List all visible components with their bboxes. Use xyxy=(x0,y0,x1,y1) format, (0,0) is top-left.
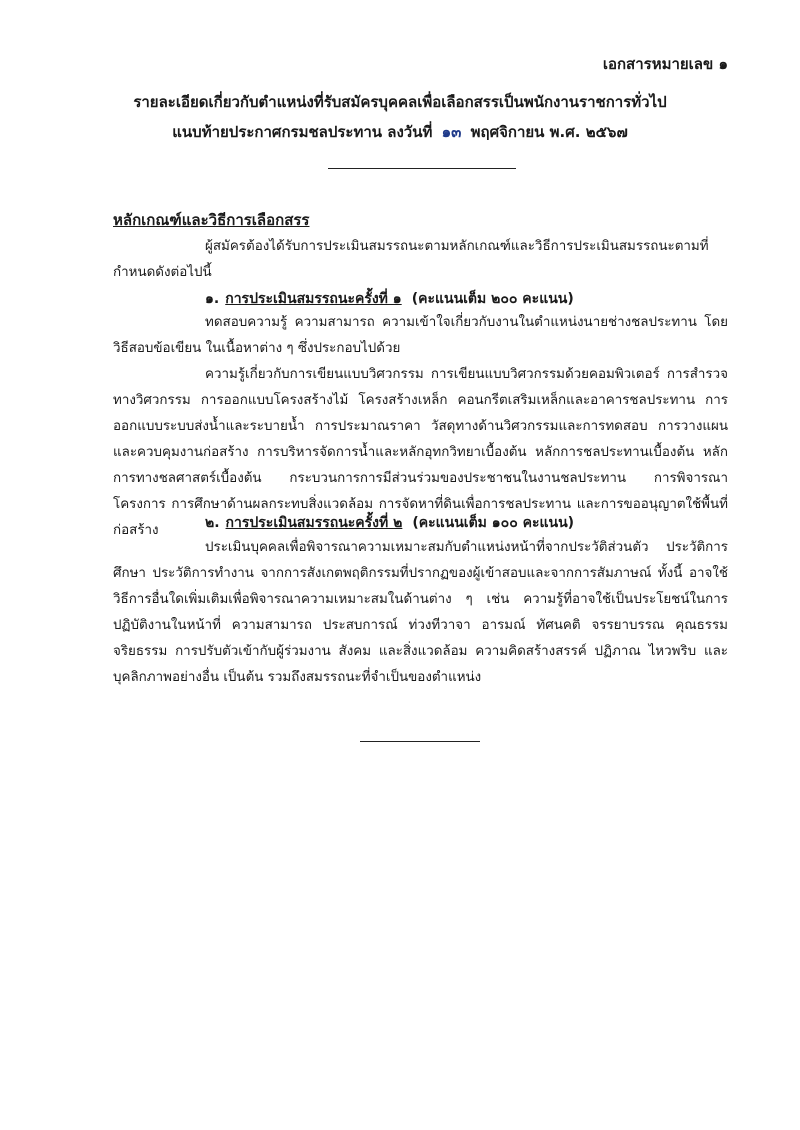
document-subtitle xyxy=(0,120,800,144)
announcement-prefix: แนบท้ายประกาศกรมชลประทาน ลงวันที่ xyxy=(172,123,433,141)
assessment-2-label: การประเมินสมรรถนะครั้งที่ ๒ xyxy=(225,515,403,531)
assessment-1-score: (คะแนนเต็ม ๒๐๐ คะแนน) xyxy=(411,291,574,307)
assessment-1-topics-paragraph: ความรู้เกี่ยวกับการเขียนแบบวิศวกรรม การเขียนแบบวิศวกรรมด้วยคอมพิวเตอร์ การสำรวจทางวิศวกรรม การออกแบบโครงสร้างไม้ โครงสร้างเหล็ก คอนกรีตเสริมเหล็กและอาคารชลประทาน การออกแบบระบบส่งน้ำและระบายน้ำ การประมาณราคา วัสดุทางด้านวิศวกรรมและการทดสอบ การวางแผนและควบคุมงานก่อสร้าง การบริหารจัดการน้ำและหลักอุทกวิทยาเบื้องต้น หลักการชลประทานเบื้องต้น หลักการทางชลศาสตร์เบื้องต้น กระบวนการการมีส่วนร่วมของประชาชนในงานชลประทาน การพิจารณาโครงการ การศึกษาด้านผลกระทบสิ่งแวดล้อม การจัดหาที่ดินเพื่อการชลประทาน และการขออนุญาตใช้พื้นที่ก่อสร้าง xyxy=(113,367,728,538)
assessment-2-paragraph: ประเมินบุคคลเพื่อพิจารณาความเหมาะสมกับตำแหน่งหน้าที่จากประวัติส่วนตัว ประวัติการศึกษา ประวัติการทำงาน จากการสังเกตพฤติกรรมที่ปรากฏของผู้เข้าสอบและจากการสัมภาษณ์ ทั้งนี้ อาจใช้วิธีการอื่นใดเพิ่มเติมเพื่อพิจารณาความเหมาะสมในด้านต่าง ๆ เช่น ความรู้ที่อาจใช้เป็นประโยชน์ในการปฏิบัติงานในหน้าที่ ความสามารถ ประสบการณ์ ท่วงทีวาจา อารมณ์ ทัศนคติ จรรยาบรรณ คุณธรรม จริยธรรม การปรับตัวเข้ากับผู้ร่วมงาน สังคม และสิ่งแวดล้อม ความคิดสร้างสรรค์ ปฏิภาณ ไหวพริบ และบุคลิกภาพอย่างอื่น เป็นต้น รวมถึงสมรรถนะที่จำเป็นของตำแหน่ง xyxy=(113,540,728,685)
assessment-2-number: ๒. xyxy=(205,515,220,531)
intro-paragraph: ผู้สมัครต้องได้รับการประเมินสมรรถนะตามหลักเกณฑ์และวิธีการประเมินสมรรถนะตามที่กำหนดดังต่อไปนี้ xyxy=(113,239,709,280)
assessment-2-score: (คะแนนเต็ม ๑๐๐ คะแนน) xyxy=(412,515,575,531)
assessment-1-number: ๑. xyxy=(205,291,220,307)
assessment-1-paragraph: ทดสอบความรู้ ความสามารถ ความเข้าใจเกี่ยวกับงานในตำแหน่งนายช่างชลประทาน โดยวิธีสอบข้อเขียน ในเนื้อหาต่าง ๆ ซึ่งประกอบไปด้วย xyxy=(113,315,728,356)
assessment-1-label: การประเมินสมรรถนะครั้งที่ ๑ xyxy=(225,291,402,307)
assessment-1-heading xyxy=(205,288,574,310)
top-divider xyxy=(328,168,516,169)
announcement-month-year: พฤศจิกายน พ.ศ. ๒๕๖๗ xyxy=(470,123,628,141)
announcement-day: ๑๓ xyxy=(441,123,462,141)
assessment-2-heading xyxy=(205,512,574,534)
document-title: รายละเอียดเกี่ยวกับตำแหน่งที่รับสมัครบุคคลเพื่อเลือกสรรเป็นพนักงานราชการทั่วไป xyxy=(133,93,667,111)
document-number: เอกสารหมายเลข ๑ xyxy=(602,55,728,73)
section-heading: หลักเกณฑ์และวิธีการเลือกสรร xyxy=(113,211,310,229)
bottom-divider xyxy=(360,741,480,742)
